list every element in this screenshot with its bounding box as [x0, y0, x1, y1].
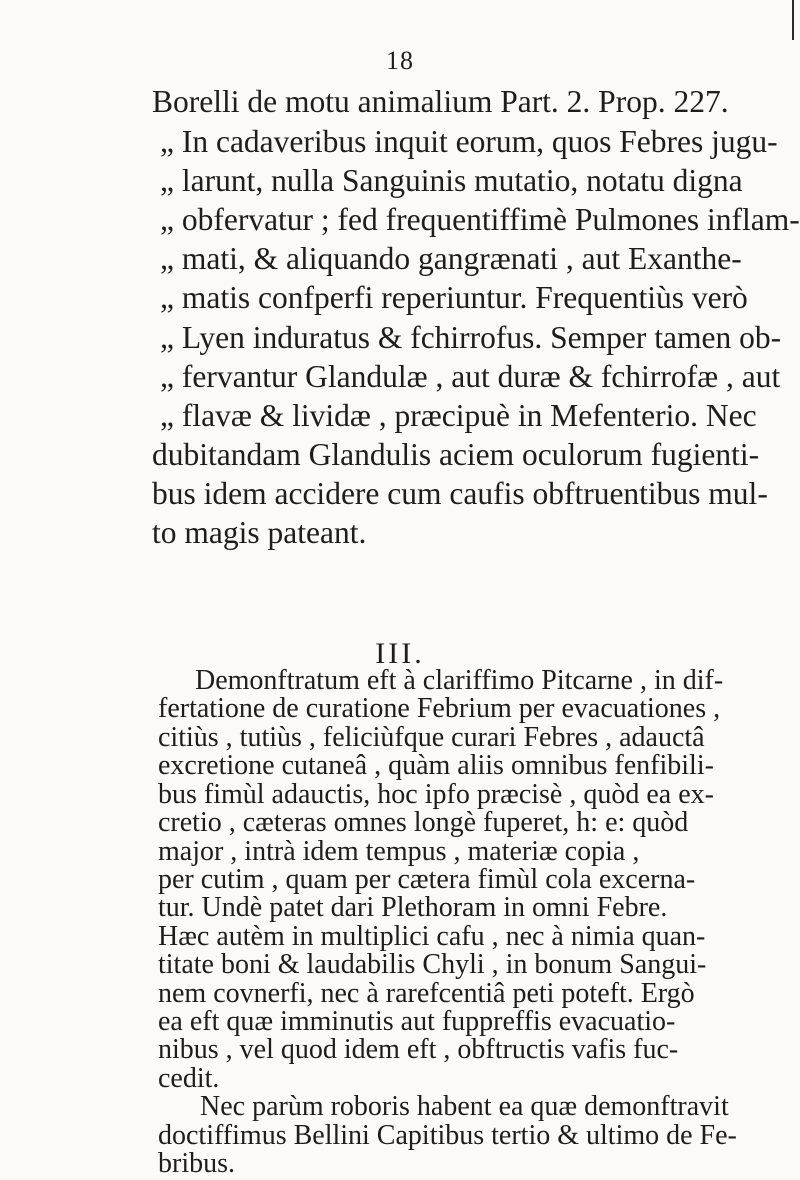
text-line: Borelli de motu animalium Part. 2. Prop. 227.: [152, 84, 729, 119]
text-line: excretione cutaneâ , quàm aliis omnibus fenfibili-: [158, 750, 714, 782]
text-line: per cutim , quam per cætera fimùl cola excerna-: [158, 863, 696, 895]
section-numeral: III.: [375, 637, 425, 670]
text-line: bus fimùl adauctis, hoc ipfo præcisè , quòd ea ex-: [158, 778, 714, 810]
text-line: nibus , vel quod idem eft , obftructis vafis fuc-: [158, 1034, 679, 1066]
text-line: major , intrà idem tempus , materiæ copia ,: [158, 835, 640, 867]
text-line: fertatione de curatione Febrium per evacuationes ,: [158, 693, 721, 725]
text-line: cretio , cæteras omnes longè fuperet, h: e: quòd: [158, 807, 689, 839]
text-line: citiùs , tutiùs , feliciùfque curari Febres , adauctâ: [158, 721, 705, 753]
text-line: „ obfervatur ; fed frequentiffimè Pulmones inflam-: [160, 202, 800, 237]
page-number: 18: [386, 46, 414, 75]
text-line: „ larunt, nulla Sanguinis mutatio, notatu digna: [160, 163, 743, 198]
text-line: Nec parùm roboris habent ea quæ demonftravit: [200, 1091, 729, 1123]
text-line: ea eft quæ imminutis aut fuppreffis evacuatio-: [158, 1005, 676, 1037]
text-line: „ Lyen induratus & fchirrofus. Semper tamen ob-: [160, 320, 782, 355]
text-line: Hæc autèm in multiplici cafu , nec à nimia quan-: [158, 920, 706, 952]
text-line: „ matis confperfi reperiuntur. Frequentiùs verò: [160, 280, 748, 315]
text-line: „ fervantur Glandulæ , aut duræ & fchirrofæ , aut: [160, 359, 781, 394]
text-line: cedit.: [158, 1062, 220, 1094]
page-edge-line: [792, 0, 794, 40]
text-line: bus idem accidere cum caufis obftruentibus mul-: [152, 476, 768, 511]
text-line: bribus.: [158, 1148, 235, 1179]
text-line: doctiffimus Bellini Capitibus tertio & ultimo de Fe-: [158, 1119, 737, 1151]
text-line: titate boni & laudabilis Chyli , in bonum Sangui-: [158, 949, 707, 981]
text-line: nem covnerfi, nec à rarefcentiâ peti poteft. Ergò: [158, 977, 695, 1009]
text-line: Demonftratum eft à clariffimo Pitcarne , in dif-: [195, 665, 724, 696]
text-line: „ mati, & aliquando gangrænati , aut Exanthe-: [160, 241, 742, 276]
text-line: dubitandam Glandulis aciem oculorum fugienti-: [152, 437, 760, 472]
text-line: tur. Undè patet dari Plethoram in omni Febre.: [158, 892, 668, 924]
text-line: to magis pateant.: [152, 515, 367, 550]
text-line: „ In cadaveribus inquit eorum, quos Febres jugu-: [160, 124, 778, 159]
text-line: „ flavæ & lividæ , præcipuè in Mefenterio. Nec: [160, 398, 757, 433]
